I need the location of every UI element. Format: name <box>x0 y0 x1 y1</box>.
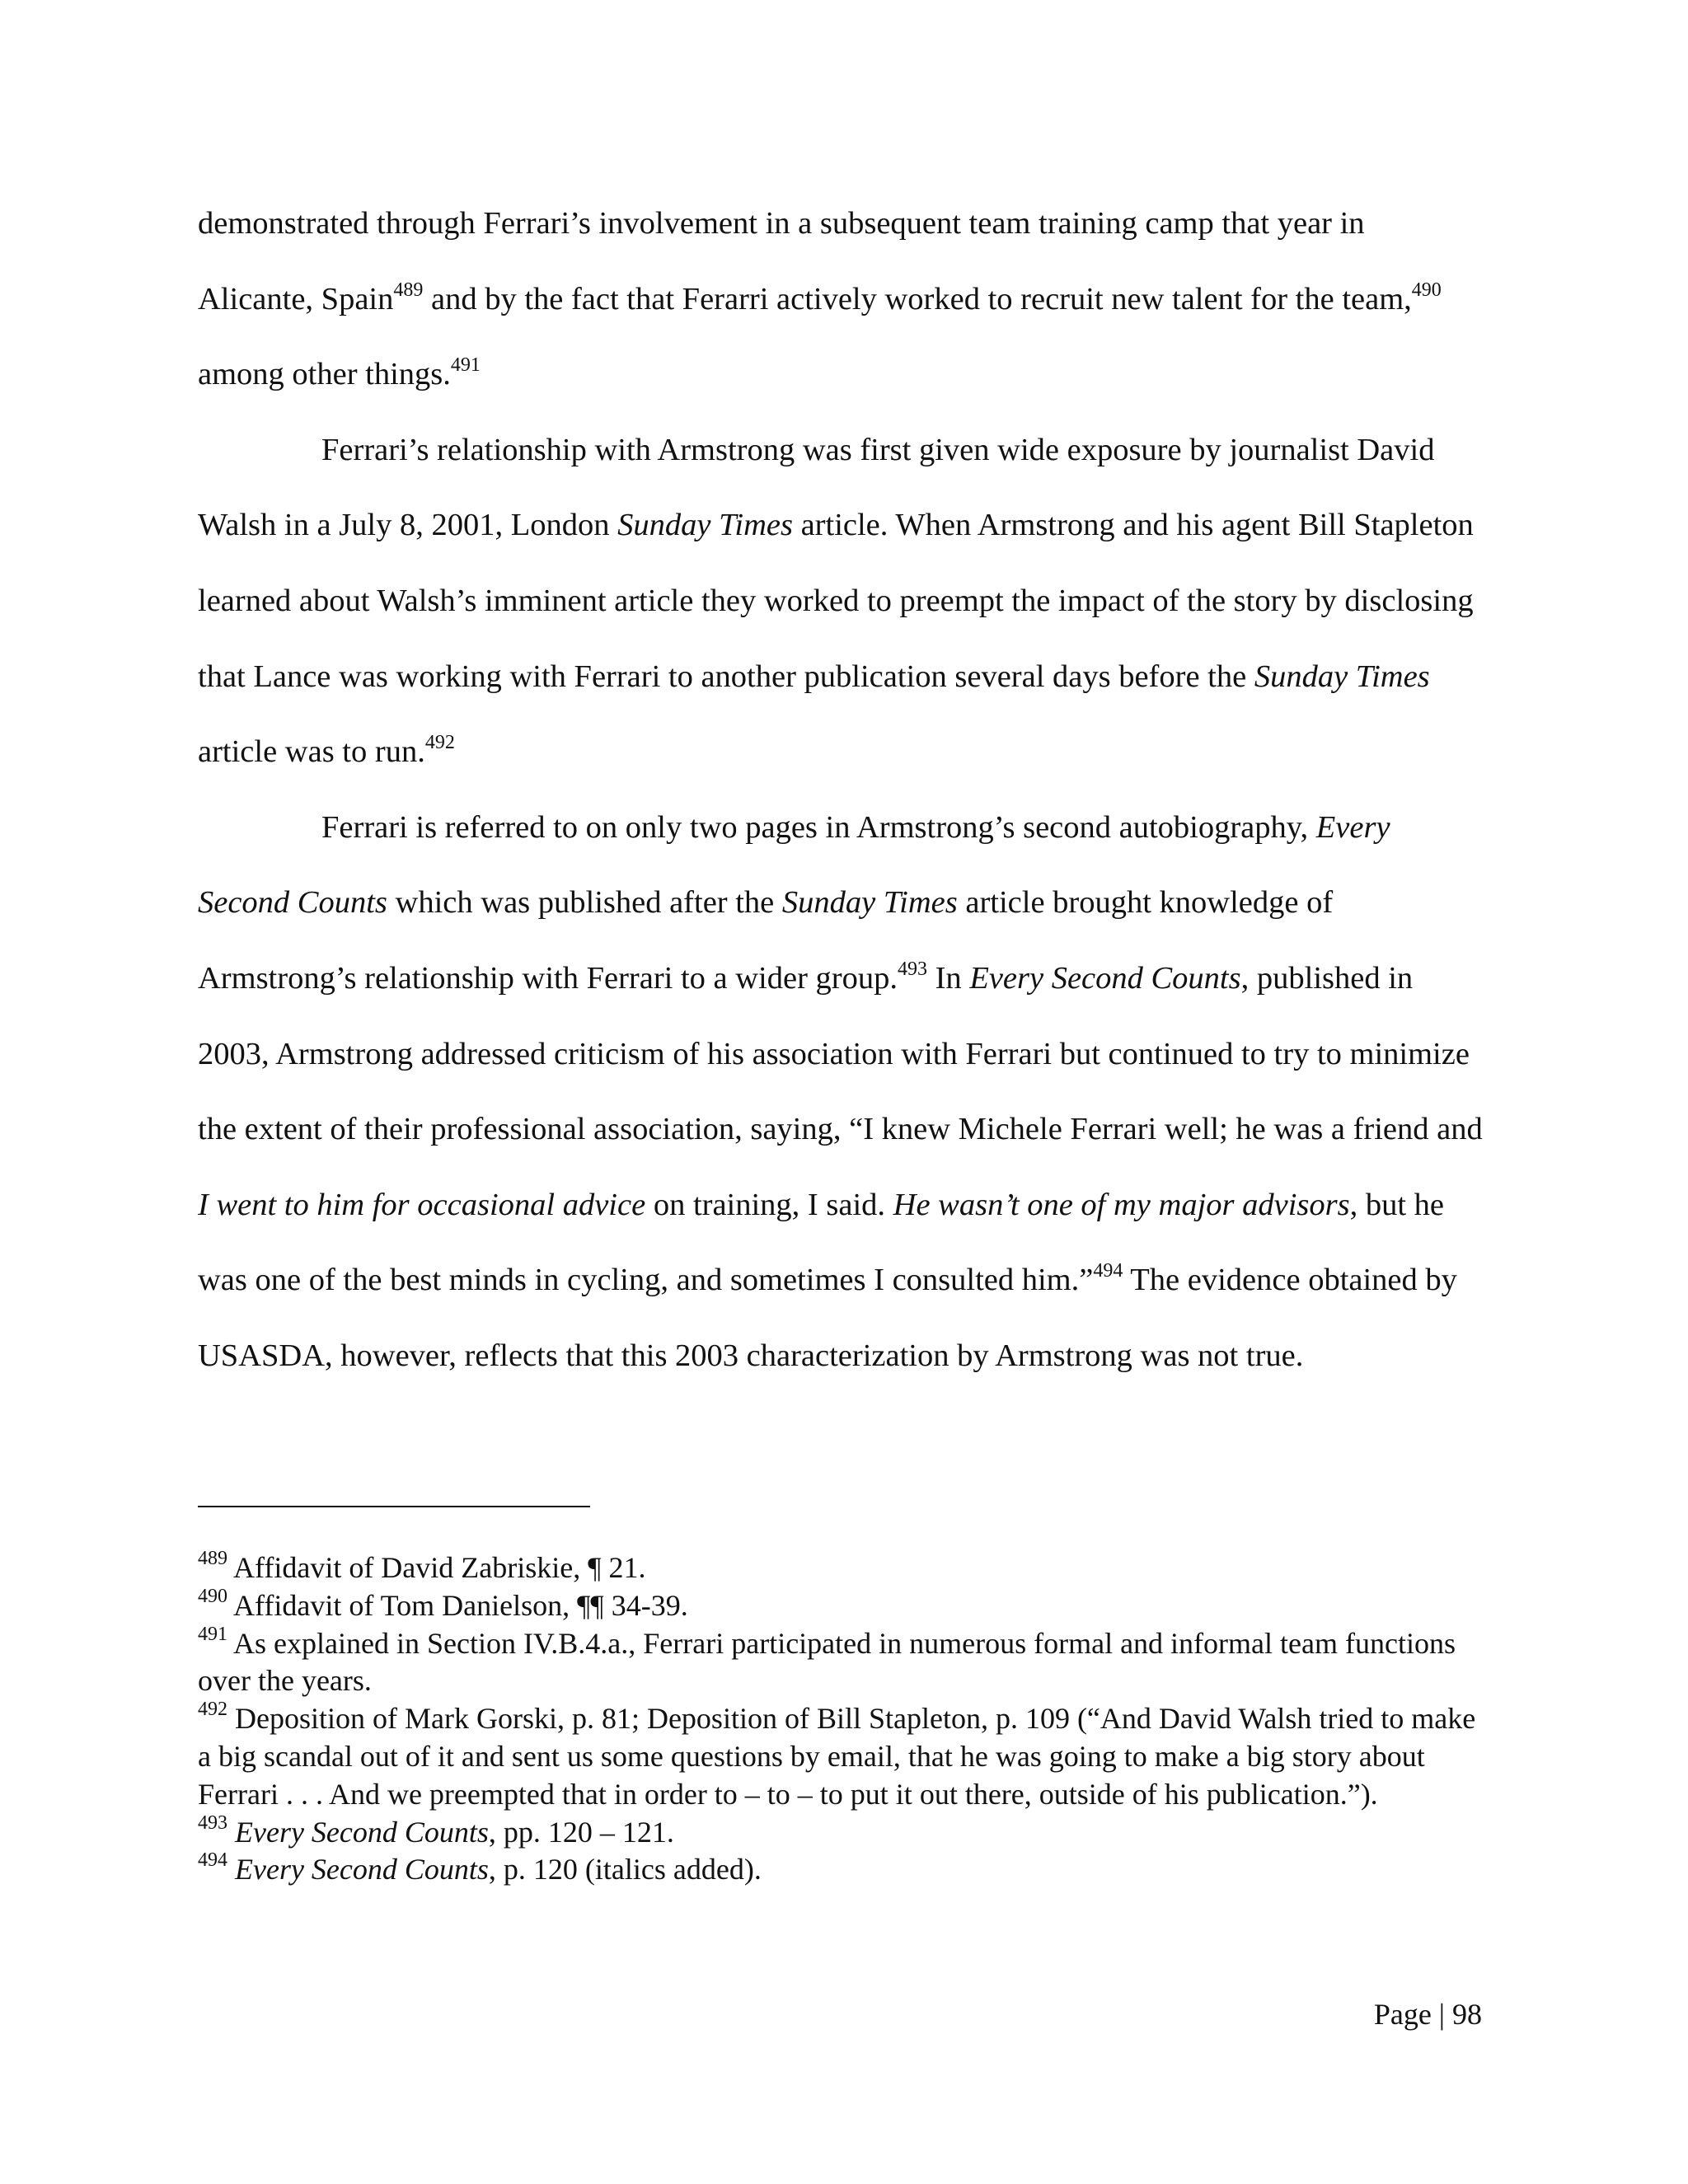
footnote-text: Affidavit of Tom Danielson, ¶¶ 34-39. <box>227 1588 688 1622</box>
footnote-ref-490[interactable]: 490 <box>1411 279 1442 301</box>
paragraph-3-text-8: The evidence obtained by USASDA, however, reflects that this 2003 characterization by Armstrong was not true. <box>198 1263 1457 1373</box>
paragraph-3-italic-5: He wasn’t one of my major advisors <box>893 1187 1350 1222</box>
paragraph-1-text-2: and by the fact that Ferarri actively worked to recruit new talent for the team, <box>423 281 1412 316</box>
paragraph-2-text-1: Ferrari’s relationship with Armstrong was first given wide exposure by journalist David Walsh in a July 8, 2001, London <box>198 432 1435 543</box>
paragraph-3-italic-1: Every Second Counts <box>198 809 1390 921</box>
footnote-number: 489 <box>198 1548 227 1569</box>
body-text <box>198 186 1484 1394</box>
footnote-ref-489[interactable]: 489 <box>393 279 424 301</box>
paragraph-2-text-2: article. When Armstrong and his agent Bill Stapleton learned about Walsh’s imminent article they worked to preempt the impact of the story by disclosing that Lance was working with Ferrari to another publication several days before the <box>198 508 1474 694</box>
paragraph-3-italic-4: I went to him for occasional advice <box>198 1187 646 1222</box>
paragraph-2-text-3: article was to run. <box>198 734 425 770</box>
footnote-number: 494 <box>198 1849 227 1872</box>
paragraph-3-text-7: , but he was one of the best minds in cycling, and sometimes I consulted him.” <box>198 1187 1445 1298</box>
footnote-text: Affidavit of David Zabriskie, ¶ 21. <box>227 1551 646 1584</box>
footnote-ref-493[interactable]: 493 <box>897 958 927 981</box>
footnote-text: , pp. 120 – 121. <box>488 1815 674 1849</box>
footnote-number: 492 <box>198 1699 227 1721</box>
footnote-number: 490 <box>198 1585 227 1607</box>
footnotes <box>198 1549 1484 1889</box>
footnote-text: , p. 120 (italics added). <box>488 1853 762 1886</box>
footnote-ref-494[interactable]: 494 <box>1093 1260 1123 1282</box>
paragraph-3-text-6: on training, I said. <box>645 1187 893 1222</box>
paragraph-3-italic-3: Every Second Counts <box>969 960 1241 996</box>
paragraph-2 <box>198 413 1484 790</box>
paragraph-3 <box>198 790 1484 1394</box>
paragraph-3-text-1: Ferrari is referred to on only two pages in Armstrong’s second autobiography, <box>321 809 1316 845</box>
footnote-italic-title: Every Second Counts <box>235 1815 489 1849</box>
footnote-494 <box>198 1851 1484 1889</box>
paragraph-3-text-3: article brought knowledge of Armstrong’s relationship with Ferrari to a wider group. <box>198 885 1334 996</box>
footnote-491 <box>198 1625 1484 1701</box>
footnote-ref-492[interactable]: 492 <box>424 732 455 754</box>
footnote-italic-title: Every Second Counts <box>235 1853 489 1886</box>
paragraph-3-text-2: which was published after the <box>387 885 782 921</box>
footnote-separator <box>198 1506 590 1507</box>
footnote-493 <box>198 1811 1484 1852</box>
paragraph-1-text-3: among other things. <box>198 357 451 392</box>
footnote-text: Deposition of Mark Gorski, p. 81; Deposition of Bill Stapleton, p. 109 (“And David Walsh tried to make a big scandal out of it and sent us some questions by email, that he was going to make a big story about Ferrari . . . And we preempted that in order to – to – to put it out there, outside of his publication.”). <box>198 1702 1476 1811</box>
footnote-492 <box>198 1700 1484 1813</box>
paragraph-1-text-1: demonstrated through Ferrari’s involvement in a subsequent team training camp that year in Alicante, Spain <box>198 206 1365 316</box>
footnote-ref-491[interactable]: 491 <box>450 354 481 377</box>
paragraph-1 <box>198 186 1484 413</box>
footnote-number: 493 <box>198 1811 227 1834</box>
paragraph-3-italic-2: Sunday Times <box>781 885 958 921</box>
paragraph-3-text-4: In <box>926 960 970 996</box>
footnote-number: 491 <box>198 1623 227 1645</box>
footnote-489 <box>198 1549 1484 1587</box>
paragraph-3-text-5: , published in 2003, Armstrong addressed criticism of his association with Ferrari but continued to try to minimize the extent of their professional association, saying, “I knew Michele Ferrari well; he was a friend and <box>198 960 1483 1147</box>
paragraph-2-italic-2: Sunday Times <box>1254 658 1430 694</box>
paragraph-2-italic-1: Sunday Times <box>617 508 793 543</box>
footnote-490 <box>198 1587 1484 1625</box>
page-number: Page | 98 <box>1373 1998 1482 2031</box>
footnote-text: As explained in Section IV.B.4.a., Ferrari participated in numerous formal and informal team functions over the years. <box>198 1626 1456 1698</box>
